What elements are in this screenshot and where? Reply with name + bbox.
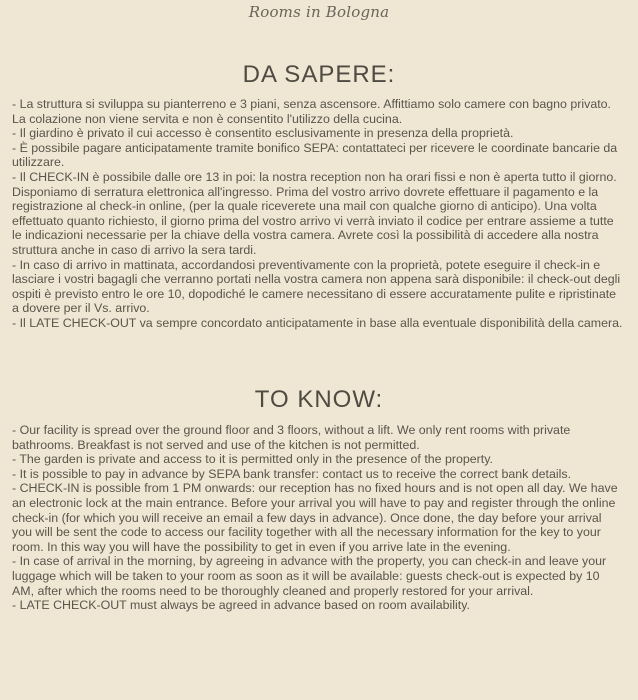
text-block-english <box>12 423 624 613</box>
paragraph: - È possibile pagare anticipatamente tramite bonifico SEPA: contattateci per ricevere le coordinate bancarie da utilizzare. <box>12 140 618 170</box>
paragraph: - Il CHECK-IN è possibile dalle ore 13 in poi: la nostra reception non ha orari fissi e non è aperta tutto il giorno. Disponiamo di serratura elettronica all'ingresso. Prima del vostro arrivo dovrete effettuare il pagamento e la registrazione al check-in online, (per la quale riceverete una mail con qualche giorno di anticipo). Una volta effettuato quanto richiesto, il giorno prima del vostro arrivo vi verrà inviato il codice per entrare assieme a tutte le indicazioni necessarie per la chiave della vostra camera. Avrete così la possibilità di accedere alla nostra struttura anche in caso di arrivo la sera tardi. <box>12 169 617 257</box>
paragraph: - In case of arrival in the morning, by agreeing in advance with the property, you can check-in and leave your luggage which will be taken to your room as soon as it will be available: guests check-out is expected by 10 AM, after which the rooms need to be thoroughly cleaned and properly restored for your arrival. <box>12 554 607 598</box>
paragraph: - Il giardino è privato il cui accesso è consentito esclusivamente in presenza della proprietà. <box>12 126 514 141</box>
paragraph: - The garden is private and access to it is permitted only in the presence of the property. <box>12 452 493 467</box>
section-title-english: TO KNOW: <box>254 386 384 413</box>
paragraph: - CHECK-IN is possible from 1 PM onwards: our reception has no fixed hours and is not open all day. We have an electronic lock at the main entrance. Before your arrival you will have to pay and register through the online check-in (for which you will receive an email a few days in advance). Once done, the day before your arrival you will be sent the code to access our facility together with all the necessary information for the key to your room. In this way you will have the possibility to get in even if you arrive late in the evening. <box>12 481 618 554</box>
paragraph: - Il LATE CHECK-OUT va sempre concordato anticipatamente in base alla eventuale disponibilità della camera. <box>12 315 623 330</box>
rooms-in-bologna-logo: Rooms in Bologna <box>248 3 390 21</box>
paragraph: - Our facility is spread over the ground floor and 3 floors, without a lift. We only rent rooms with private bathrooms. Breakfast is not served and use of the kitchen is not permitted. <box>12 423 571 452</box>
paragraph: - It is possible to pay in advance by SEPA bank transfer: contact us to receive the correct bank details. <box>12 466 572 481</box>
paragraph: - La struttura si sviluppa su pianterreno e 3 piani, senza ascensore. Affittiamo solo camere con bagno privato. La colazione non viene servita e non è consentito l'utilizzo della cucina. <box>12 97 611 126</box>
paragraph: - LATE CHECK-OUT must always be agreed in advance based on room availability. <box>12 598 470 613</box>
paragraph: - In caso di arrivo in mattinata, accordandosi preventivamente con la proprietà, potete eseguire il check-in e lasciare i vostri bagagli che verranno portati nella vostra camera non appena sarà disponibile: il check-out degli ospiti è previsto entro le ore 10, dopodiché le camere necessitano di essere accuratamente pulite e ripristinate a dovere per il Vs. arrivo. <box>12 257 621 316</box>
section-title-italian: DA SAPERE: <box>242 61 396 88</box>
text-block-italian <box>12 97 624 331</box>
